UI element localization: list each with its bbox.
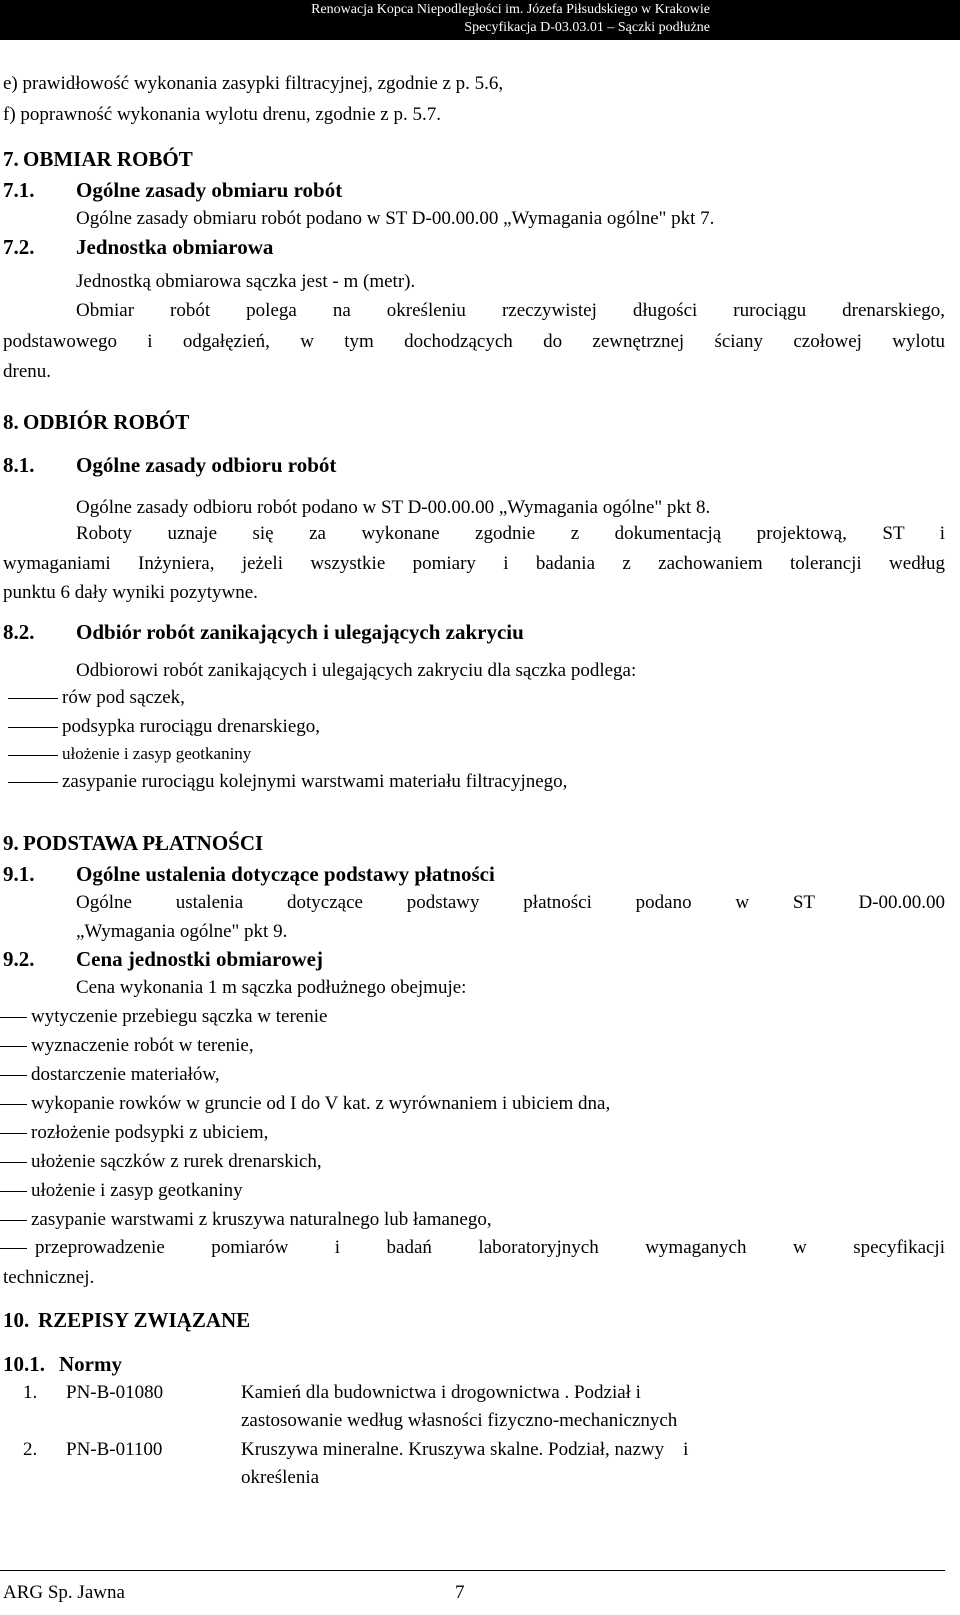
section-10-number: 10. (3, 1308, 30, 1332)
list-item: wyznaczenie robót w terenie, (0, 1035, 254, 1057)
list-item: rów pod sączek, (8, 687, 185, 709)
section-9-1-number: 9.1. (3, 862, 35, 886)
section-10-1-title: Normy (59, 1352, 122, 1376)
norm-description-line-2: określenia (241, 1467, 320, 1488)
section-7-2-text: Jednostką obmiarowa sączka jest - m (metr). (76, 271, 416, 292)
section-7-1-text: Ogólne zasady obmiaru robót podano w ST D-00.00.00 „Wymagania ogólne" pkt 7. (76, 208, 715, 229)
list-item: ułożenie i zasyp geotkaniny (8, 743, 251, 765)
section-7-2-para-line-2: podstawowego i odgałęzień, w tym dochodzących do zewnętrznej ściany czołowej wylotu (3, 331, 945, 352)
section-7-number: 7. (3, 147, 19, 171)
section-8-1-para-line-3: punktu 6 dały wyniki pozytywne. (3, 582, 258, 603)
header-line-1: Renowacja Kopca Niepodległości im. Józefa Piłsudskiego w Krakowie (311, 2, 710, 17)
section-9-1-text-line-1: Ogólne ustalenia dotyczące podstawy płatności podano w ST D-00.00.00 (76, 892, 945, 913)
section-8-1-number: 8.1. (3, 453, 35, 477)
footer-divider (0, 1570, 945, 1571)
section-7-2-title: Jednostka obmiarowa (76, 235, 274, 259)
section-8-1-para-line-2: wymaganiami Inżyniera, jeżeli wszystkie pomiary i badania z zachowaniem tolerancji według (3, 553, 945, 574)
list-item: rozłożenie podsypki z ubiciem, (0, 1122, 268, 1144)
section-9-title: PODSTAWA PŁATNOŚCI (23, 831, 264, 855)
section-9-2-number: 9.2. (3, 947, 35, 971)
list-item: zasypanie warstwami z kruszywa naturalnego lub łamanego, (0, 1209, 492, 1231)
norm-number: 1. (23, 1382, 38, 1403)
section-7-1-title: Ogólne zasady obmiaru robót (76, 178, 343, 202)
list-item-continuation: technicznej. (3, 1267, 95, 1288)
section-9-1-title: Ogólne ustalenia dotyczące podstawy płatności (76, 862, 495, 886)
section-9-2-intro: Cena wykonania 1 m sączka podłużnego obejmuje: (76, 977, 467, 998)
list-item: podsypka rurociągu drenarskiego, (8, 716, 320, 738)
section-9-2-title: Cena jednostki obmiarowej (76, 947, 323, 971)
item-e: e) prawidłowość wykonania zasypki filtracyjnej, zgodnie z p. 5.6, (3, 73, 504, 94)
section-10-1-number: 10.1. (3, 1352, 45, 1376)
section-7-2-para-line-1: Obmiar robót polega na określeniu rzeczywistej długości rurociągu drenarskiego, (76, 300, 945, 321)
norm-number: 2. (23, 1439, 38, 1460)
page-header (0, 0, 960, 40)
norm-description-line-1: Kamień dla budownictwa i drogownictwa . Podział i (241, 1382, 641, 1403)
list-item: ułożenie i zasyp geotkaniny (0, 1180, 243, 1202)
section-7-2-para-line-3: drenu. (3, 361, 52, 382)
list-item: ułożenie sączków z rurek drenarskich, (0, 1151, 322, 1173)
list-item: zasypanie rurociągu kolejnymi warstwami materiału filtracyjnego, (8, 771, 567, 793)
section-9-1-text-line-2: „Wymagania ogólne" pkt 9. (76, 921, 288, 942)
section-8-1-para-line-1: Roboty uznaje się za wykonane zgodnie z dokumentacją projektową, ST i (76, 523, 945, 544)
list-item: wytyczenie przebiegu sączka w terenie (0, 1006, 327, 1028)
section-7-2-number: 7.2. (3, 235, 35, 259)
section-8-1-text: Ogólne zasady odbioru robót podano w ST D-00.00.00 „Wymagania ogólne" pkt 8. (76, 497, 711, 518)
norm-code: PN-B-01080 (66, 1382, 164, 1403)
norm-description-line-2: zastosowanie według własności fizyczno-mechanicznych (241, 1410, 678, 1431)
header-line-2: Specyfikacja D-03.03.01 – Sączki podłużne (464, 20, 710, 35)
section-8-number: 8. (3, 410, 19, 434)
list-item: przeprowadzenie pomiarów i badań laboratoryjnych wymaganych w specyfikacji (0, 1237, 945, 1259)
section-8-title: ODBIÓR ROBÓT (23, 410, 190, 434)
section-7-title: OBMIAR ROBÓT (23, 147, 193, 171)
norm-code: PN-B-01100 (66, 1439, 163, 1460)
section-8-2-title: Odbiór robót zanikających i ulegających zakryciu (76, 620, 524, 644)
item-f: f) poprawność wykonania wylotu drenu, zgodnie z p. 5.7. (3, 104, 441, 125)
section-8-2-number: 8.2. (3, 620, 35, 644)
norm-description-line-1: Kruszywa mineralne. Kruszywa skalne. Podział, nazwy i (241, 1439, 689, 1460)
footer-company: ARG Sp. Jawna (3, 1582, 125, 1603)
section-9-number: 9. (3, 831, 19, 855)
list-item: wykopanie rowków w gruncie od I do V kat. z wyrównaniem i ubiciem dna, (0, 1093, 610, 1115)
section-7-1-number: 7.1. (3, 178, 35, 202)
list-item: dostarczenie materiałów, (0, 1064, 220, 1086)
section-8-2-intro: Odbiorowi robót zanikających i ulegających zakryciu dla sączka podlega: (76, 660, 637, 681)
section-10-title: RZEPISY ZWIĄZANE (38, 1308, 251, 1332)
footer-page-number: 7 (455, 1582, 465, 1603)
section-8-1-title: Ogólne zasady odbioru robót (76, 453, 337, 477)
